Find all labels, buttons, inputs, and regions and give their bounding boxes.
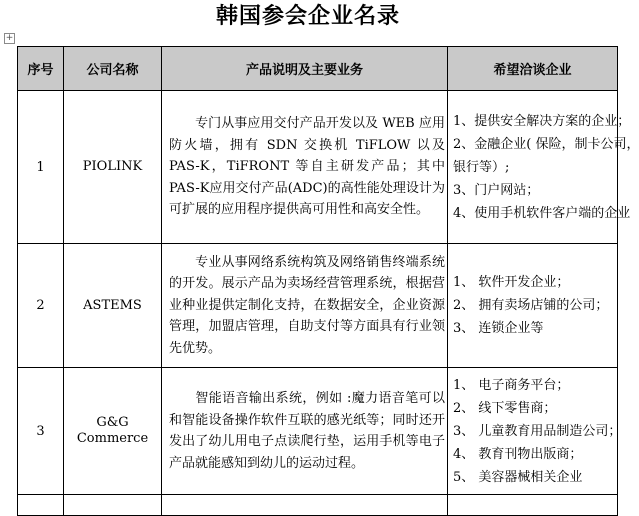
cell-no: 1 [18,91,64,244]
cell-wanted [448,495,618,516]
cell-no: 3 [18,368,64,495]
table-row [18,91,618,244]
header-wanted: 希望洽谈企业 [448,47,618,91]
document-title: 韩国参会企业名录 [215,4,400,29]
cell-wanted [448,368,622,495]
wanted-item: 4、使用手机软件客户端的企业 [453,205,631,221]
cell-company [64,368,162,495]
cell-description [162,91,448,244]
header-no: 序号 [18,47,64,91]
cell-description [162,495,448,516]
wanted-item: 2、 拥有卖场店铺的公司； [453,298,609,313]
description-text: 专门从事应用交付产品开发以及 WEB 应用防火墙，拥有 SDN 交换机 TiFLOW 以及 PAS-K，TiFRONT 等自主研发产品；其中PAS-K应用交付产品(ADC)的高性能处理设计为可扩展的应用程序提供高可用性和高安全性。 [169,116,445,218]
cell-company: PIOLINK [64,91,162,244]
wanted-item: 5、 美容器械相关企业 [453,469,583,485]
wanted-item: 1、 电子商务平台； [453,377,570,393]
cell-company: ASTEMS [64,244,162,368]
wanted-item: 银行等）; [453,159,510,175]
cell-wanted [448,91,639,244]
wanted-item: 3、 连锁企业等 [453,321,544,336]
table-row [18,244,618,368]
header-description: 产品说明及主要业务 [162,47,448,91]
company-table [17,46,639,516]
header-row [18,47,618,91]
description-text: 智能语音输出系统，例如 :魔力语音笔可以和智能设备操作软件互联的感光纸等；同时还开发出了幼儿用电子点读爬行垫，运用手机等电子产品就能感知到幼儿的运动过程。 [169,391,445,471]
cell-no [18,495,64,516]
table-move-handle-icon[interactable]: + [5,33,14,43]
wanted-item: 2、 线下零售商； [453,400,557,416]
cell-description [162,368,448,495]
wanted-item: 2、金融企业( 保险，制卡公司， [453,136,639,152]
table-row [18,368,618,495]
company-name-line: Commerce [76,431,149,446]
wanted-item: 3、门户网站； [453,182,540,198]
wanted-item: 1、 软件开发企业； [453,275,570,290]
table-row [18,495,618,516]
wanted-item: 1、提供安全解决方案的企业； [453,113,631,129]
header-company: 公司名称 [64,47,162,91]
wanted-item: 4、 教育刊物出版商； [453,446,583,462]
description-text: 专业从事网络系统构筑及网络销售终端系统的开发。展示产品为卖场经营管理系统，根据营业种业提供定制化支持，在数据安全，企业资源管理，加盟店管理，自助支付等方面具有行业领先优势。 [169,254,445,356]
wanted-item: 3、 儿童教育用品制造公司； [453,423,622,439]
cell-wanted [448,244,618,368]
cell-company [64,495,162,516]
cell-description [162,244,448,368]
company-name-line: G&G [96,415,129,430]
cell-no: 2 [18,244,64,368]
